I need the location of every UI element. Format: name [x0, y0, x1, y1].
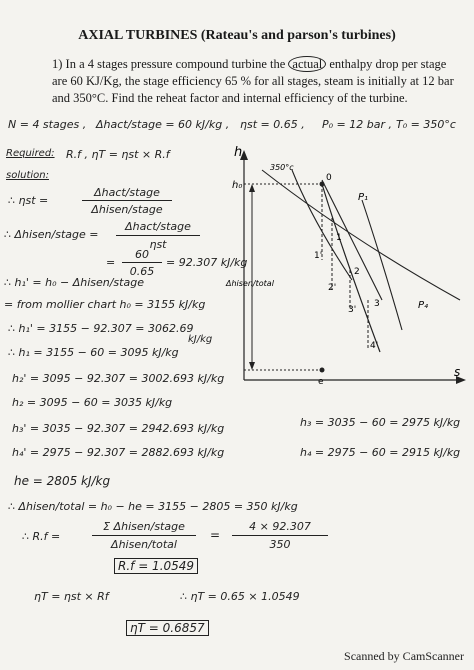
eq5: = from mollier chart h₀ = 3155 kJ/kg	[4, 298, 206, 311]
given-n: N = 4 stages ,	[8, 118, 87, 131]
problem-line-2: are 60 KJ/Kg, the stage efficiency 65 % for all stages, steam is initially at 12 bar	[52, 74, 454, 88]
given-p0: P₀ = 12 bar ,	[322, 118, 392, 131]
pressure-line-p1	[322, 180, 382, 300]
dh-arrow-top	[249, 184, 255, 192]
eq1-den: Δhisen/stage	[91, 203, 163, 216]
eq14: he = 2805 kJ/kg	[14, 474, 111, 488]
eq6: ∴ h₁' = 3155 − 92.307 = 3062.69	[8, 322, 194, 335]
eq17: ηT = ηst × Rf	[34, 590, 109, 603]
eq9: h₂ = 3095 − 60 = 3035 kJ/kg	[12, 396, 173, 409]
problem-line-1	[52, 56, 462, 73]
given-eta: ηst = 0.65 ,	[240, 118, 305, 131]
pt-label-1: 1	[336, 233, 342, 243]
point-e	[320, 368, 325, 373]
pt-label-1p: 1'	[314, 251, 323, 261]
expansion-line	[322, 184, 380, 352]
given-t0: T₀ = 350°c	[396, 118, 456, 131]
problem-line-3: and 350°C. Find the reheat factor and internal efficiency of the turbine.	[52, 91, 408, 105]
result-reheat-factor: R.f = 1.0549	[114, 558, 198, 574]
eq4: ∴ h₁' = h₀ − Δhisen/stage	[4, 276, 144, 289]
eq16-eq: =	[210, 528, 221, 542]
result-internal-efficiency: ηT = 0.6857	[126, 620, 209, 636]
eq16-num2: 4 × 92.307	[249, 520, 311, 533]
eq3-eq: =	[106, 256, 116, 269]
eq1-bar	[82, 200, 172, 201]
eq16-den: Δhisen/total	[111, 538, 177, 551]
page-title: AXIAL TURBINES (Rateau's and parson's turbines)	[78, 28, 396, 43]
eq2-den: ηst	[149, 238, 167, 251]
p1-label: P₁	[358, 192, 369, 203]
eq13: h₄ = 2975 − 60 = 2915 kJ/kg	[300, 446, 461, 459]
eq2-num: Δhact/stage	[125, 220, 191, 233]
p4-label: P₄	[418, 300, 429, 311]
point-0	[320, 182, 325, 187]
eq2-lhs: ∴ Δhisen/stage =	[4, 228, 99, 241]
scanner-watermark: Scanned by CamScanner	[344, 649, 464, 663]
dh-total-label: Δhisen/total	[226, 279, 274, 288]
pt-label-3: 3	[374, 299, 380, 309]
eq16-lhs: ∴ R.f =	[22, 530, 61, 543]
eq12: h₄' = 2975 − 92.307 = 2882.693 kJ/kg	[12, 446, 225, 459]
h0-label: h₀	[232, 180, 243, 191]
eq3-result: = 92.307 kJ/kg	[166, 256, 248, 269]
eq6-unit: kJ/kg	[188, 334, 213, 345]
saturation-line	[262, 170, 460, 300]
eq7: ∴ h₁ = 3155 − 60 = 3095 kJ/kg	[8, 346, 179, 359]
eq16-den2: 350	[269, 538, 291, 551]
eq1-lhs: ∴ ηst =	[8, 194, 49, 207]
eq2-bar	[116, 235, 200, 236]
pt-label-2: 2	[354, 267, 360, 277]
eq3-num: 60	[135, 248, 149, 261]
pt-label-3p: 3'	[348, 305, 357, 315]
pt-label-0: 0	[326, 173, 332, 183]
pt-label-4p: 4'	[370, 341, 379, 351]
temp-label: 350°c	[270, 163, 294, 172]
solution-label: solution:	[6, 170, 49, 181]
eq1-num: Δhact/stage	[94, 186, 160, 199]
eq3-den: 0.65	[129, 265, 155, 278]
dh-arrow-bottom	[249, 362, 255, 370]
eq15: ∴ Δhisen/total = h₀ − he = 3155 − 2805 = 350 kJ/kg	[8, 500, 298, 513]
eq10: h₃' = 3035 − 92.307 = 2942.693 kJ/kg	[12, 422, 225, 435]
problem-text-1b: enthalpy drop per stage	[326, 57, 447, 71]
eq16-num: Σ Δhisen/stage	[103, 520, 185, 533]
h-axis-label: h	[234, 145, 243, 160]
problem-statement	[52, 56, 462, 107]
mollier-diagram	[226, 140, 468, 390]
required-label: Required:	[6, 148, 55, 159]
eq8: h₂' = 3095 − 92.307 = 3002.693 kJ/kg	[12, 372, 225, 385]
pt-label-e: e	[318, 377, 324, 387]
s-axis-label: s	[454, 365, 461, 379]
eq3-bar	[122, 262, 162, 263]
required-items: R.f , ηT = ηst × R.f	[66, 148, 170, 161]
pt-label-2p: 2'	[328, 283, 337, 293]
eq16-bar2	[232, 535, 328, 536]
circled-word: actual	[288, 56, 326, 72]
given-dh: Δhact/stage = 60 kJ/kg ,	[96, 118, 230, 131]
eq11: h₃ = 3035 − 60 = 2975 kJ/kg	[300, 416, 461, 429]
problem-text-1a: In a 4 stages pressure compound turbine the	[65, 57, 289, 71]
problem-number: 1)	[52, 57, 63, 71]
eq18: ∴ ηT = 0.65 × 1.0549	[180, 590, 300, 603]
eq16-bar	[92, 535, 196, 536]
